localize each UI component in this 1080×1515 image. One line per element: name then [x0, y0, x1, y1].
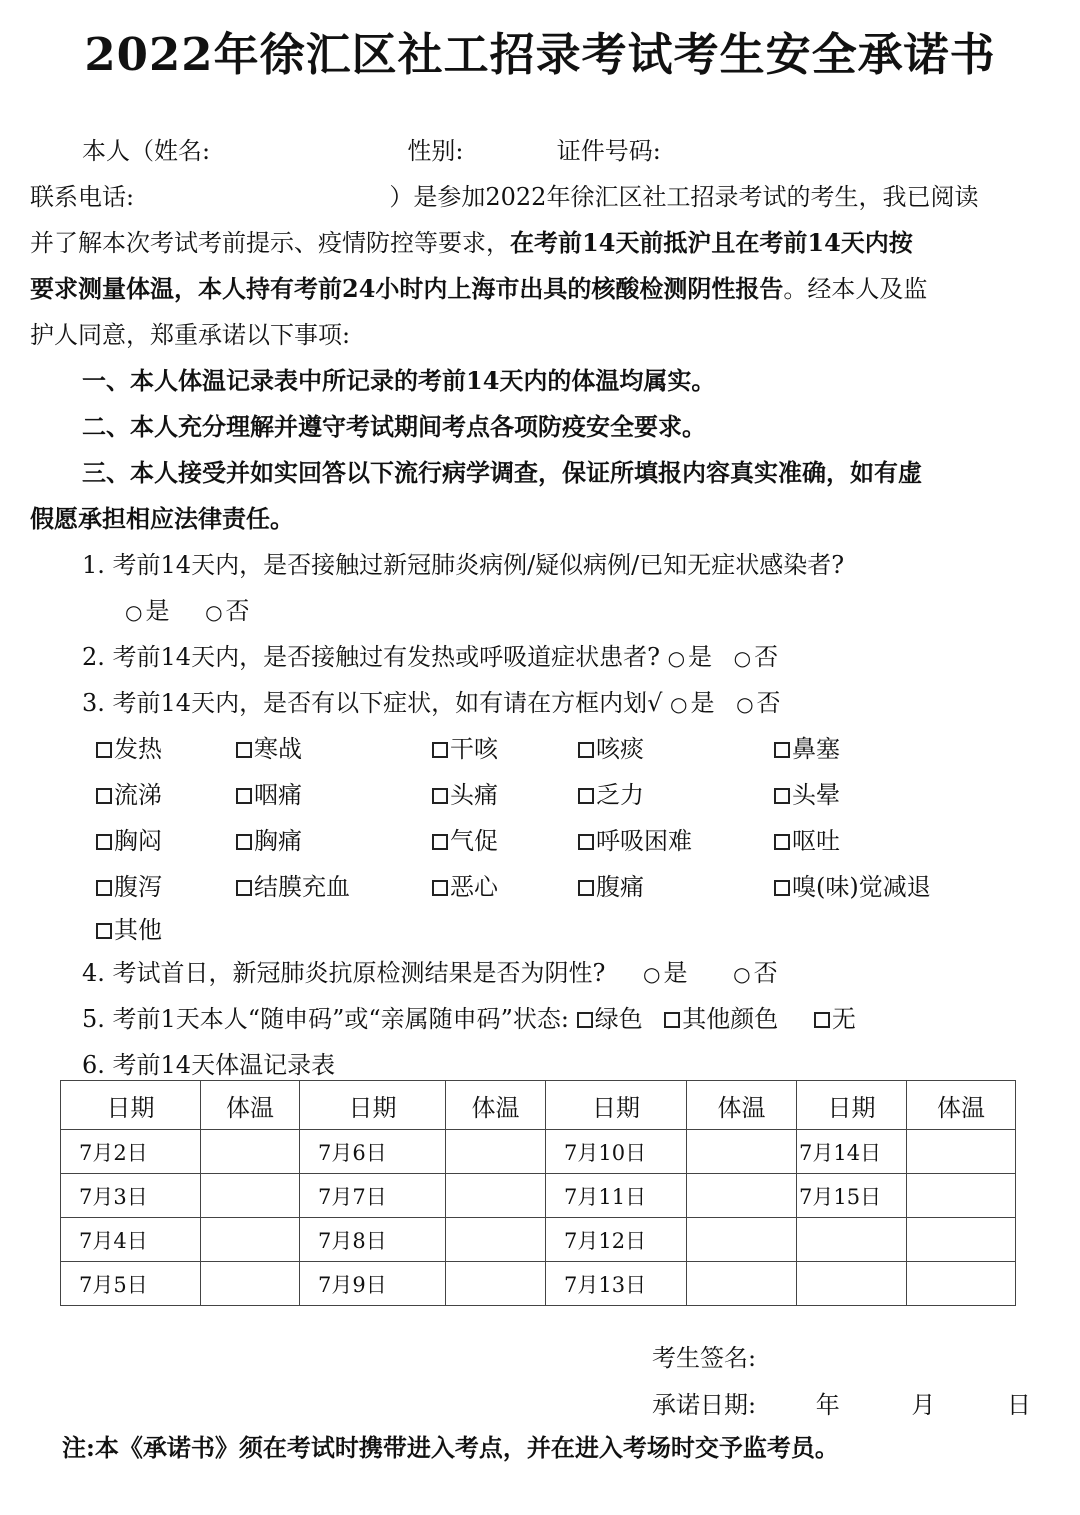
date-cell: 7月2日 [61, 1130, 201, 1174]
intro-line-2 [30, 174, 1055, 220]
temp-cell[interactable] [907, 1262, 1016, 1306]
table-row [61, 1218, 1016, 1262]
col-header-date: 日期 [546, 1081, 687, 1130]
date-cell: 7月6日 [300, 1130, 446, 1174]
symptom-grid [96, 726, 1055, 950]
checkbox-icon [236, 880, 252, 896]
question-4-text: 4. 考试首日，新冠肺炎抗原检测结果是否为阴性? [82, 959, 606, 987]
checkbox-icon [432, 834, 448, 850]
symptom-item[interactable]: 头痛 [432, 772, 578, 818]
temp-cell[interactable] [446, 1174, 546, 1218]
col-header-temp: 体温 [907, 1081, 1016, 1130]
q2-no-option[interactable]: ○ 否 [733, 643, 779, 671]
intro-line-3-text: 并了解本次考试考前提示、疫情防控等要求， [30, 229, 510, 257]
q5-option-green[interactable]: 绿色 [577, 996, 643, 1042]
gender-label: 性别: [407, 137, 464, 165]
checkbox-icon [236, 834, 252, 850]
symptom-item[interactable]: 乏力 [578, 772, 774, 818]
intro-line-5: 护人同意，郑重承诺以下事项: [30, 321, 351, 349]
checkbox-icon [96, 923, 112, 939]
symptom-item[interactable]: 嗅(味)觉减退 [774, 864, 974, 910]
table-row [61, 1262, 1016, 1306]
radio-circle-icon: ○ [205, 600, 223, 624]
symptom-item[interactable]: 恶心 [432, 864, 578, 910]
question-3-text: 3. 考前14天内，是否有以下症状，如有请在方框内划√ [82, 689, 663, 717]
radio-circle-icon: ○ [733, 962, 751, 986]
symptom-item[interactable]: 鼻塞 [774, 726, 974, 772]
footer-note: 注:本《承诺书》须在考试时携带进入考点，并在进入考场时交予监考员。 [62, 1433, 839, 1462]
temp-cell[interactable] [687, 1218, 797, 1262]
col-header-date: 日期 [797, 1081, 907, 1130]
date-cell [797, 1218, 907, 1262]
question-6: 6. 考前14天体温记录表 [82, 1051, 336, 1079]
radio-circle-icon: ○ [643, 962, 661, 986]
question-5-text: 5. 考前1天本人“随申码”或“亲属随申码”状态: [82, 1005, 569, 1033]
checkbox-icon [96, 788, 112, 804]
name-label: 本人（姓名: [82, 137, 211, 165]
temp-cell[interactable] [201, 1130, 300, 1174]
temp-cell[interactable] [446, 1218, 546, 1262]
symptom-item[interactable]: 发热 [96, 726, 236, 772]
temp-cell[interactable] [446, 1130, 546, 1174]
date-cell: 7月9日 [300, 1262, 446, 1306]
intro-line-4-text: 。经本人及监 [783, 275, 928, 303]
date-label: 承诺日期: [652, 1391, 757, 1419]
promise-2: 二、本人充分理解并遵守考试期间考点各项防疫安全要求。 [82, 412, 706, 441]
symptom-item[interactable]: 腹痛 [578, 864, 774, 910]
temp-cell[interactable] [201, 1174, 300, 1218]
temp-cell[interactable] [446, 1262, 546, 1306]
symptom-item[interactable]: 腹泻 [96, 864, 236, 910]
q1-yes-option[interactable]: ○ 是 [125, 597, 170, 625]
temp-cell[interactable] [201, 1218, 300, 1262]
checkbox-icon [96, 742, 112, 758]
checkbox-icon [578, 788, 594, 804]
checkbox-icon [664, 1012, 680, 1028]
month-label: 月 [911, 1391, 936, 1419]
checkbox-icon [578, 834, 594, 850]
symptom-item[interactable]: 胸闷 [96, 818, 236, 864]
question-2-text: 2. 考前14天内，是否接触过有发热或呼吸道症状患者? [82, 643, 660, 671]
col-header-date: 日期 [61, 1081, 201, 1130]
checkbox-icon [578, 742, 594, 758]
temp-cell[interactable] [907, 1130, 1016, 1174]
q5-option-none[interactable]: 无 [814, 996, 856, 1042]
question-3 [82, 680, 1055, 726]
checkbox-icon [432, 788, 448, 804]
question-1-options [125, 588, 1055, 634]
table-header-row [61, 1081, 1016, 1130]
phone-label: 联系电话: [30, 183, 135, 211]
temp-cell[interactable] [687, 1262, 797, 1306]
checkbox-icon [774, 834, 790, 850]
signature-label: 考生签名: [652, 1344, 757, 1372]
temp-cell[interactable] [687, 1130, 797, 1174]
checkbox-icon [96, 834, 112, 850]
checkbox-icon [432, 880, 448, 896]
symptom-item[interactable]: 结膜充血 [236, 864, 432, 910]
symptom-item[interactable]: 胸痛 [236, 818, 432, 864]
symptom-item[interactable]: 咳痰 [578, 726, 774, 772]
radio-circle-icon: ○ [736, 692, 754, 716]
year-label: 年 [815, 1391, 840, 1419]
date-cell: 7月14日 [797, 1130, 907, 1174]
q2-yes-option[interactable]: ○ 是 [667, 643, 713, 671]
symptom-item[interactable]: 气促 [432, 818, 578, 864]
symptom-item[interactable]: 头晕 [774, 772, 974, 818]
date-cell: 7月15日 [797, 1174, 907, 1218]
col-header-temp: 体温 [201, 1081, 300, 1130]
question-4 [82, 950, 1055, 996]
checkbox-icon [577, 1012, 593, 1028]
intro-line-4-bold: 要求测量体温，本人持有考前24小时内上海市出具的核酸检测阴性报告 [30, 274, 784, 303]
document-body [30, 128, 1055, 1088]
q3-yes-option[interactable]: ○ 是 [670, 689, 715, 717]
temp-cell[interactable] [687, 1174, 797, 1218]
col-header-date: 日期 [300, 1081, 446, 1130]
radio-circle-icon: ○ [125, 600, 143, 624]
promise-3b: 假愿承担相应法律责任。 [30, 504, 294, 533]
col-header-temp: 体温 [446, 1081, 546, 1130]
checkbox-icon [96, 880, 112, 896]
temp-cell[interactable] [907, 1218, 1016, 1262]
symptom-item[interactable]: 咽痛 [236, 772, 432, 818]
intro-line-3-bold: 在考前14天前抵沪且在考前14天内按 [510, 228, 913, 257]
q4-no-option[interactable]: ○ 否 [733, 959, 778, 987]
promise-3a: 三、本人接受并如实回答以下流行病学调查，保证所填报内容真实准确，如有虚 [82, 458, 922, 487]
symptom-item[interactable]: 干咳 [432, 726, 578, 772]
q1-no-option[interactable]: ○ 否 [205, 597, 250, 625]
checkbox-icon [578, 880, 594, 896]
date-cell: 7月11日 [546, 1174, 687, 1218]
intro-line-2-text: ）是参加2022年徐汇区社工招录考试的考生，我已阅读 [389, 183, 979, 211]
table-row [61, 1174, 1016, 1218]
date-line [652, 1385, 1031, 1420]
symptom-item[interactable]: 寒战 [236, 726, 432, 772]
promise-1: 一、本人体温记录表中所记录的考前14天内的体温均属实。 [82, 366, 716, 395]
checkbox-icon [774, 880, 790, 896]
intro-line-3 [30, 220, 1055, 266]
symptom-item[interactable]: 流涕 [96, 772, 236, 818]
date-cell: 7月13日 [546, 1262, 687, 1306]
date-cell: 7月8日 [300, 1218, 446, 1262]
date-cell: 7月5日 [61, 1262, 201, 1306]
date-cell: 7月3日 [61, 1174, 201, 1218]
checkbox-icon [432, 742, 448, 758]
question-1: 1. 考前14天内，是否接触过新冠肺炎病例/疑似病例/已知无症状感染者? [82, 551, 845, 579]
symptom-item[interactable]: 呼吸困难 [578, 818, 774, 864]
table-row [61, 1130, 1016, 1174]
date-cell: 7月4日 [61, 1218, 201, 1262]
symptom-item[interactable]: 其他 [96, 910, 236, 950]
checkbox-icon [814, 1012, 830, 1028]
date-cell: 7月12日 [546, 1218, 687, 1262]
radio-circle-icon: ○ [733, 646, 752, 670]
temp-cell[interactable] [907, 1174, 1016, 1218]
radio-circle-icon: ○ [670, 692, 688, 716]
checkbox-icon [236, 788, 252, 804]
radio-circle-icon: ○ [667, 646, 686, 670]
question-5 [82, 996, 1055, 1042]
q4-yes-option[interactable]: ○ 是 [643, 959, 688, 987]
date-cell: 7月10日 [546, 1130, 687, 1174]
day-label: 日 [1007, 1391, 1032, 1419]
symptom-item[interactable]: 呕吐 [774, 818, 974, 864]
intro-line-4 [30, 266, 1055, 312]
col-header-temp: 体温 [687, 1081, 797, 1130]
checkbox-icon [774, 788, 790, 804]
question-2 [82, 634, 1055, 680]
temp-cell[interactable] [201, 1262, 300, 1306]
date-cell [797, 1262, 907, 1306]
checkbox-icon [774, 742, 790, 758]
q3-no-option[interactable]: ○ 否 [736, 689, 781, 717]
temperature-table [60, 1080, 1016, 1306]
signature-line [652, 1338, 964, 1373]
id-label: 证件号码: [556, 137, 661, 165]
q5-option-other[interactable]: 其他颜色 [664, 996, 778, 1042]
date-cell: 7月7日 [300, 1174, 446, 1218]
document-title: 2022年徐汇区社工招录考试考生安全承诺书 [84, 28, 996, 81]
checkbox-icon [236, 742, 252, 758]
intro-line-1 [82, 128, 1055, 174]
